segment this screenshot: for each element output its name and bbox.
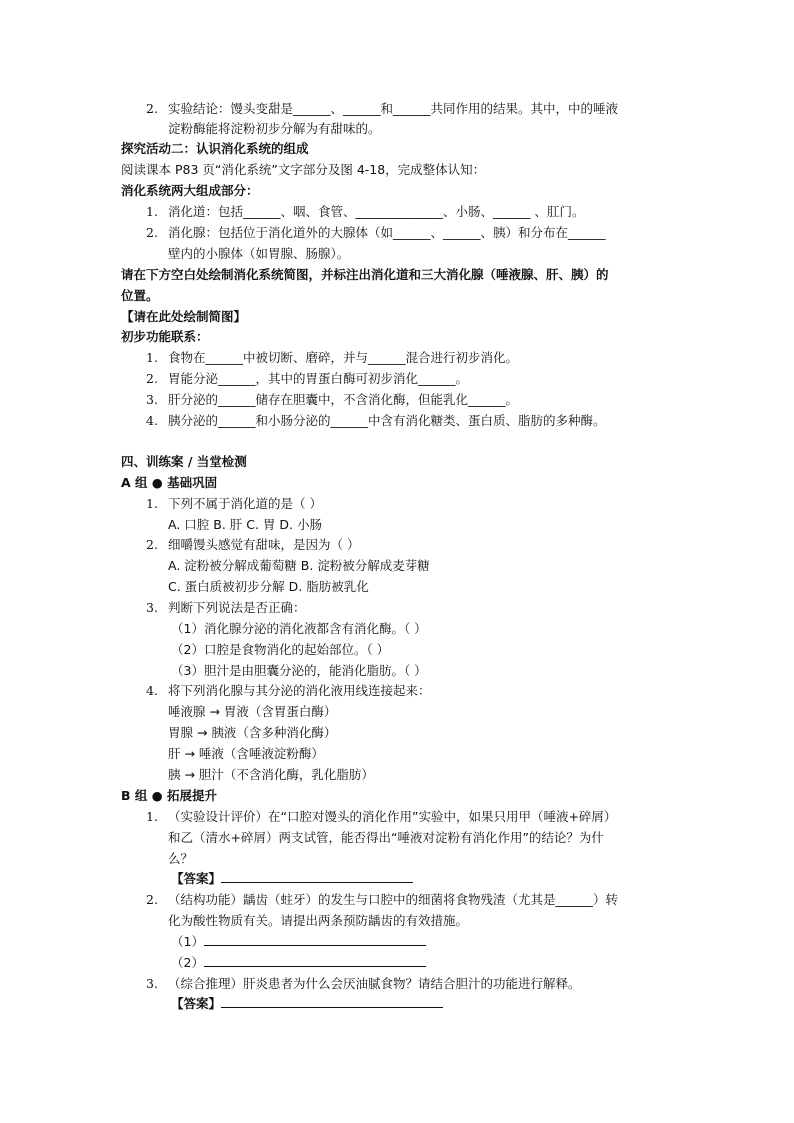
digestive-gland-item-1: 2. 消化腺：包括位于消化道外的大腺体（如______、______、胰）和分布在______ [146,225,606,240]
question-b1-line-2: 和乙（清水+碎屑）两支试管，能否得出“唾液对淀粉有消化作用”的结论？为什 [168,830,604,845]
question-a1-options: A. 口腔 B. 肝 C. 胃 D. 小肠 [168,517,322,532]
match-item: 肝 → 唾液（含唾液淀粉酶） [168,746,324,761]
draw-instruction-2: 位置。 [121,288,159,303]
answer-blank[interactable] [221,994,443,1008]
match-item: 胃腺 → 胰液（含多种消化酶） [168,725,337,740]
judge-item: （2）口腔是食物消化的起始部位。（ ） [171,642,390,657]
answer-line-b2-2: （2） [171,953,426,972]
question-b1-line-3: 么？ [168,851,194,866]
match-item: 胰 → 胆汁（不含消化酶，乳化脂肪） [168,767,374,782]
function-item: 2. 胃能分泌______，其中的胃蛋白酶可初步消化______。 [146,371,469,386]
answer-blank[interactable] [221,869,413,883]
function-item: 3. 肝分泌的______储存在胆囊中，不含消化酶，但能乳化______。 [146,392,519,407]
activity-2-title: 探究活动二：认识消化系统的组成 [121,141,309,156]
draw-here-label: 【请在此处绘制简图】 [121,309,247,324]
digestive-tract-item: 1. 消化道：包括______、咽、食管、______________、小肠、______ 、肛门。 [146,204,585,219]
group-b-title: B 组 ● 拓展提升 [121,788,217,803]
conclusion-line-2: 淀粉酶能将淀粉初步分解为有甜味的。 [168,121,381,136]
digestive-gland-item-2: 壁内的小腺体（如胃腺、肠腺）。 [168,246,350,261]
answer-blank[interactable] [204,932,426,946]
function-item: 4. 胰分泌的______和小肠分泌的______中含有消化糖类、蛋白质、脂肪的多种酶。 [146,413,606,428]
function-item: 1. 食物在______中被切断、磨碎，并与______混合进行初步消化。 [146,350,519,365]
question-b3: 3. （综合推理）肝炎患者为什么会厌油腻食物？请结合胆汁的功能进行解释。 [146,976,581,991]
group-a-title: A 组 ● 基础巩固 [121,475,218,490]
question-a2: 2. 细嚼馒头感觉有甜味，是因为（ ） [146,537,360,552]
parts-title: 消化系统两大组成部分： [121,183,259,198]
judge-item: （1）消化腺分泌的消化液都含有消化酶。（ ） [171,621,427,636]
question-b2-line-1: 2. （结构功能）龋齿（蛀牙）的发生与口腔中的细菌将食物残渣（尤其是______）转 [146,892,619,907]
match-item: 唾液腺 → 胃液（含胃蛋白酶） [168,704,337,719]
answer-line-b2-1: （1） [171,932,426,951]
question-a4: 4. 将下列消化腺与其分泌的消化液用线连接起来： [146,683,431,698]
answer-line-b3: 【答案】 [171,994,443,1013]
reading-instruction: 阅读课本 P83 页“消化系统”文字部分及图 4-18，完成整体认知： [121,162,486,177]
question-a2-options-2: C. 蛋白质被初步分解 D. 脂肪被乳化 [168,579,369,594]
function-title: 初步功能联系： [121,329,209,344]
judge-item: （3）胆汁是由胆囊分泌的，能消化脂肪。（ ） [171,663,427,678]
draw-instruction-1: 请在下方空白处绘制消化系统简图，并标注出消化道和三大消化腺（唾液腺、肝、胰）的 [121,267,609,282]
answer-blank[interactable] [204,953,426,967]
section-4-title: 四、训练案 / 当堂检测 [121,454,247,469]
answer-line-b1: 【答案】 [171,869,413,888]
conclusion-line-1: 2. 实验结论：馒头变甜是______、______和______共同作用的结果。其中，中的唾液 [146,101,619,116]
question-b1-line-1: 1. （实验设计评价）在“口腔对馒头的消化作用”实验中，如果只用甲（唾液+碎屑） [146,809,617,824]
question-a3: 3. 判断下列说法是否正确： [146,600,306,615]
question-b2-line-2: 化为酸性物质有关。请提出两条预防龋齿的有效措施。 [168,913,469,928]
question-a2-options-1: A. 淀粉被分解成葡萄糖 B. 淀粉被分解成麦芽糖 [168,558,430,573]
question-a1: 1. 下列不属于消化道的是（ ） [146,496,322,511]
